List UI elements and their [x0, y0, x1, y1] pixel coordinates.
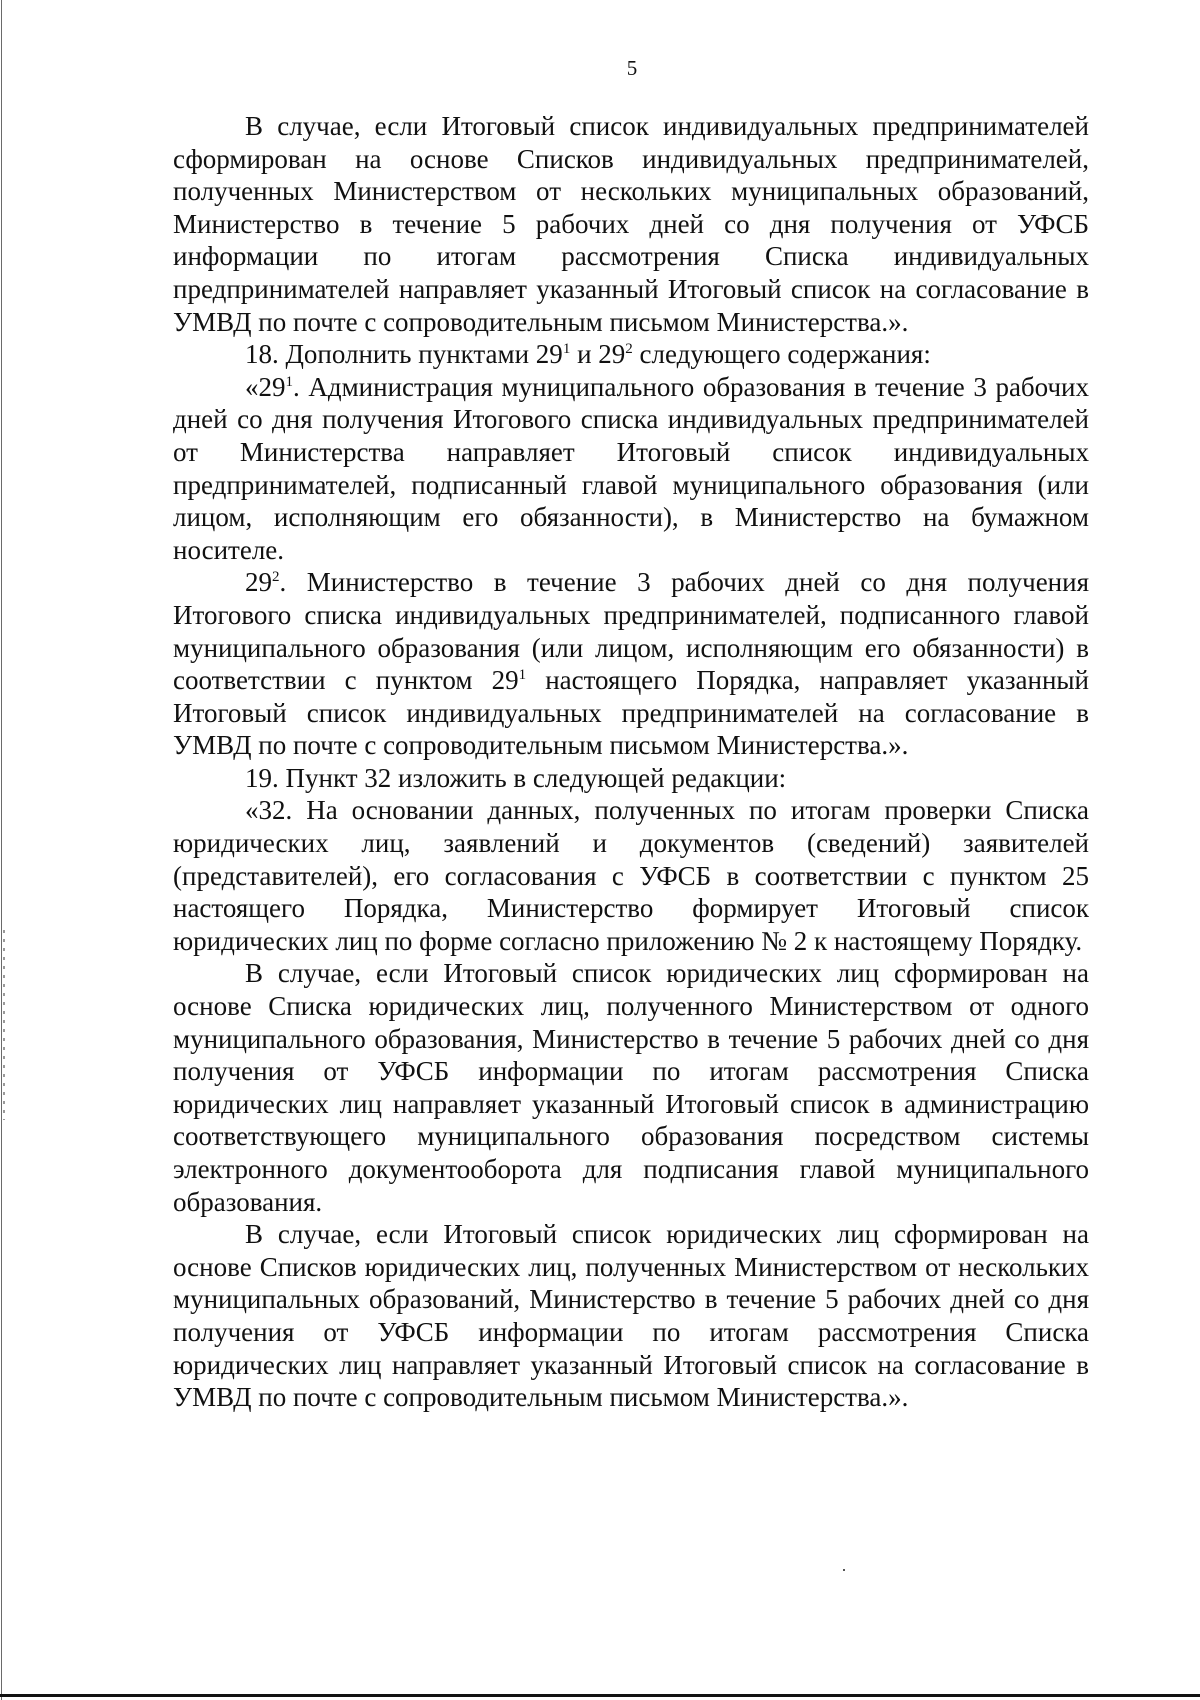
paragraph-legal-entities-multiple: В случае, если Итоговый список юридических лиц сформирован на основе Списков юридических лиц, полученных Министерством от нескольких муниципальных образований, Министерство в течение 5 рабочих дней со дня получения от УФСБ информации по итогам рассмотрения Списка юридических лиц направляет указанный Итоговый список на согласование в УМВД по почте с сопроводительным письмом Министерства.». — [173, 1219, 1089, 1413]
superscript: 2 — [272, 569, 280, 586]
point-29-2-text-start: . Министерство в течение 3 рабочих дней со дня получения Итогового списка индивидуальных предпринимателей, подписанного главой муниципального образования (или лицом, исполняющим его обязанности) в соответствии с пунктом 29 — [173, 567, 1089, 696]
item-18-text-end: следующего содержания: — [632, 339, 931, 370]
superscript: 1 — [518, 667, 527, 684]
paragraph-item-19: 19. Пункт 32 изложить в следующей редакции: — [245, 762, 787, 793]
page-bottom-edge — [0, 1694, 1200, 1697]
paragraph-point-29-2 — [173, 566, 1089, 762]
item-18-text-start: 18. Дополнить пунктами 29 — [245, 339, 563, 370]
superscript: 1 — [285, 373, 293, 390]
paragraph-legal-entities-single: В случае, если Итоговый список юридических лиц сформирован на основе Списка юридических лиц, полученного Министерством от одного муниципального образования, Министерство в течение 5 рабочих дней со дня получения от УФСБ информации по итогам рассмотрения Списка юридических лиц направляет указанный Итоговый список в администрацию соответствующего муниципального образования посредством системы электронного документооборота для подписания главой муниципального образования. — [173, 958, 1089, 1217]
page-left-edge — [1, 0, 2, 1700]
point-29-2-number: 29 — [245, 567, 272, 598]
paragraph-point-29-1 — [173, 371, 1089, 567]
point-29-1-number: «29 — [245, 371, 286, 402]
document-body — [173, 110, 1089, 1414]
paragraph-individual-entrepreneurs-multiple: В случае, если Итоговый список индивидуальных предпринимателей сформирован на основе Списков индивидуальных предпринимателей, полученных Министерством от нескольких муниципальных образований, Министерство в течение 5 рабочих дней со дня получения от УФСБ информации по итогам рассмотрения Списка индивидуальных предпринимателей направляет указанный Итоговый список на согласование в УМВД по почте с сопроводительным письмом Министерства.». — [173, 111, 1089, 337]
item-18-text-middle: и 29 — [570, 339, 626, 370]
superscript: 1 — [562, 341, 571, 358]
page-number: 5 — [626, 56, 638, 80]
scan-margin-marks — [3, 930, 5, 1120]
scan-speck — [843, 1569, 845, 1571]
paragraph-item-18 — [173, 338, 1089, 371]
point-29-2-text-end: настоящего Порядка, направляет указанный Итоговый список индивидуальных предпринимателей на согласование в УМВД по почте с сопроводительным письмом Министерства.». — [173, 665, 1089, 761]
paragraph-point-32: «32. На основании данных, полученных по итогам проверки Списка юридических лиц, заявлений и документов (сведений) заявителей (представителей), его согласования с УФСБ в соответствии с пунктом 25 настоящего Порядка, Министерство формирует Итоговый список юридических лиц по форме согласно приложению № 2 к настоящему Порядку. — [173, 795, 1089, 956]
superscript: 2 — [625, 341, 633, 358]
point-29-1-text: . Администрация муниципального образования в течение 3 рабочих дней со дня получения Итогового списка индивидуальных предпринимателей от Министерства направляет Итоговый список индивидуальных предпринимателей, подписанный главой муниципального образования (или лицом, исполняющим его обязанности), в Министерство на бумажном носителе. — [173, 371, 1089, 565]
